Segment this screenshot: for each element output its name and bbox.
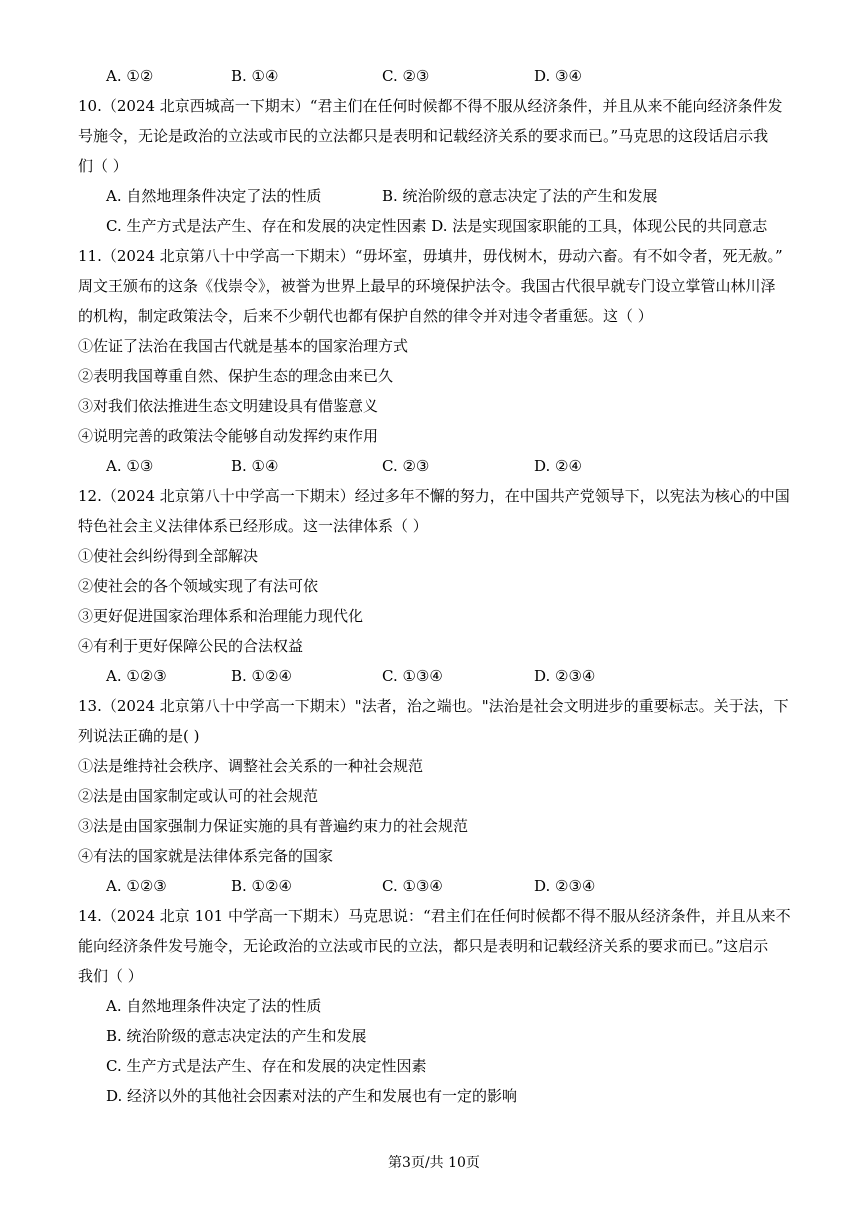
question-11-stem: 的机构，制定政策法令，后来不少朝代也都有保护自然的律令并对违令者重惩。这（ ） [78, 307, 653, 325]
option-b: B. ①④ [231, 67, 279, 85]
question-11-stem: 周文王颁布的这条《伐崇令》，被誉为世界上最早的环境保护法令。我国古代很早就专门设立掌管山林川泽 [78, 277, 776, 295]
question-14-option-d: D. 经济以外的其他社会因素对法的产生和发展也有一定的影响 [106, 1087, 518, 1105]
question-11-item-1: ①佐证了法治在我国古代就是基本的国家治理方式 [78, 337, 409, 355]
option-a: A. ①②③ [106, 667, 167, 685]
option-a: A. 自然地理条件决定了法的性质 [106, 187, 322, 205]
question-12-stem: 12.（2024 北京第八十中学高一下期末）经过多年不懈的努力，在中国共产党领导下，以宪法为核心的中国 [78, 487, 790, 505]
page-number: 第3页/共 10页 [388, 1155, 480, 1171]
option-c: C. ②③ [382, 457, 430, 475]
question-13-item-1: ①法是维持社会秩序、调整社会关系的一种社会规范 [78, 757, 424, 775]
question-13-item-3: ③法是由国家强制力保证实施的具有普遍约束力的社会规范 [78, 817, 469, 835]
question-11-stem: 11.（2024 北京第八十中学高一下期末）“毋坏室，毋填井，毋伐树木，毋动六畜。有不如令者，死无赦。” [78, 247, 783, 265]
option-a: A. ①③ [106, 457, 154, 475]
question-14-stem: 14.（2024 北京 101 中学高一下期末）马克思说：“君主们在任何时候都不得不服从经济条件，并且从来不 [78, 907, 791, 925]
question-13-item-4: ④有法的国家就是法律体系完备的国家 [78, 847, 334, 865]
question-11-item-3: ③对我们依法推进生态文明建设具有借鉴意义 [78, 397, 379, 415]
question-10-stem: 号施令，无论是政治的立法或市民的立法都只是表明和记载经济关系的要求而已。”马克思的这段话启示我 [78, 127, 769, 145]
question-10-stem: 们（ ） [78, 157, 128, 175]
question-10-stem: 10.（2024 北京西城高一下期末）“君主们在任何时候都不得不服从经济条件，并且从来不能向经济条件发 [78, 97, 783, 115]
question-14-stem: 我们（ ） [78, 967, 143, 985]
option-a: A. ①②③ [106, 877, 167, 895]
question-12-item-2: ②使社会的各个领域实现了有法可依 [78, 577, 319, 595]
question-12-stem: 特色社会主义法律体系已经形成。这一法律体系（ ） [78, 517, 428, 535]
option-c: C. ②③ [382, 67, 430, 85]
option-c: C. ①③④ [382, 667, 443, 685]
question-12-item-1: ①使社会纠纷得到全部解决 [78, 547, 259, 565]
option-d: D. ②③④ [534, 667, 596, 685]
question-14-option-b: B. 统治阶级的意志决定法的产生和发展 [106, 1027, 367, 1045]
question-14-option-c: C. 生产方式是法产生、存在和发展的决定性因素 [106, 1057, 427, 1075]
option-c: C. ①③④ [382, 877, 443, 895]
option-b: B. ①②④ [231, 877, 292, 895]
option-a: A. ①② [106, 67, 154, 85]
option-d: D. ②④ [534, 457, 582, 475]
question-11-item-2: ②表明我国尊重自然、保护生态的理念由来已久 [78, 367, 394, 385]
question-12-item-3: ③更好促进国家治理体系和治理能力现代化 [78, 607, 364, 625]
question-12-item-4: ④有利于更好保障公民的合法权益 [78, 637, 304, 655]
question-13-stem: 列说法正确的是( ) [78, 727, 200, 745]
question-14-stem: 能向经济条件发号施令，无论政治的立法或市民的立法，都只是表明和记载经济关系的要求而已。”这启示 [78, 937, 769, 955]
option-b: B. 统治阶级的意志决定了法的产生和发展 [382, 187, 658, 205]
question-14-option-a: A. 自然地理条件决定了法的性质 [106, 997, 322, 1015]
question-13-stem: 13.（2024 北京第八十中学高一下期末）"法者，治之端也。"法治是社会文明进步的重要标志。关于法，下 [78, 697, 789, 715]
question-13-item-2: ②法是由国家制定或认可的社会规范 [78, 787, 319, 805]
option-d: D. ②③④ [534, 877, 596, 895]
question-10-options-cd: C. 生产方式是法产生、存在和发展的决定性因素 D. 法是实现国家职能的工具，体现公民的共同意志 [106, 217, 768, 235]
question-11-item-4: ④说明完善的政策法令能够自动发挥约束作用 [78, 427, 379, 445]
option-b: B. ①④ [231, 457, 279, 475]
option-b: B. ①②④ [231, 667, 292, 685]
option-d: D. ③④ [534, 67, 582, 85]
